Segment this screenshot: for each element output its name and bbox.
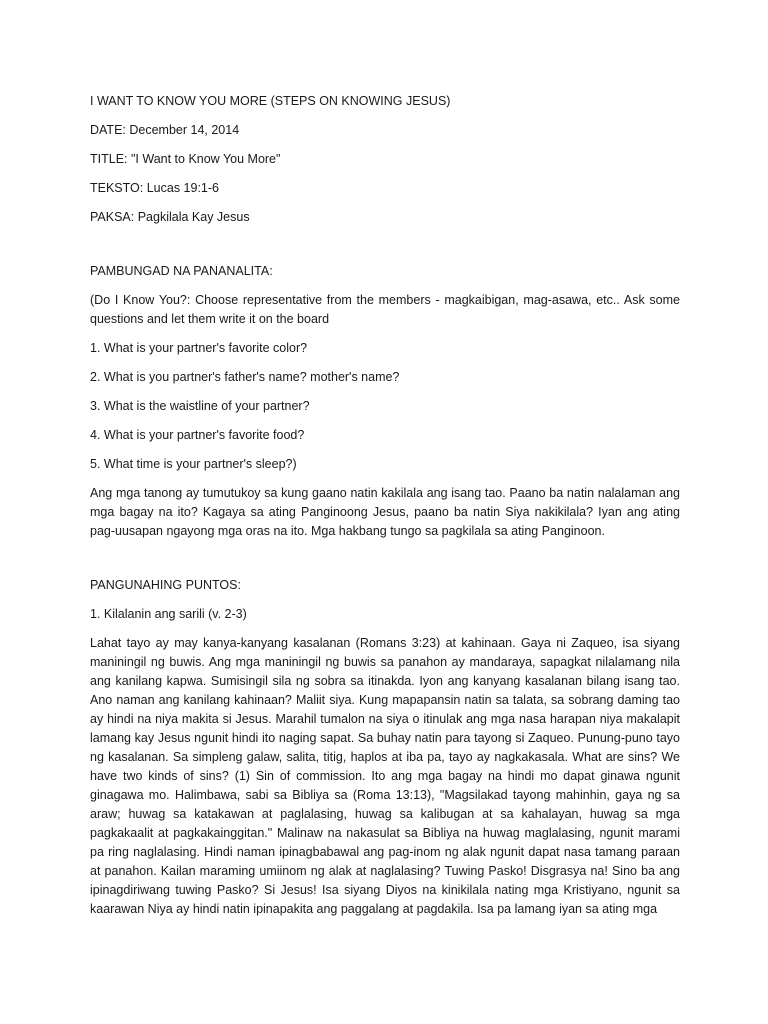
question-item: 1. What is your partner's favorite color? xyxy=(90,341,308,355)
intro-heading: PAMBUNGAD NA PANANALITA: xyxy=(90,264,273,278)
point-paragraph: Lahat tayo ay may kanya-kanyang kasalanan (Romans 3:23) at kahinaan. Gaya ni Zaqueo, isa siyang maniningil ng buwis. Ang mga maniningil ng buwis sa panahon ay mandaraya, sapagkat nilalamang nila ang kanilang kapwa. Sumisingil sila ng sobra sa itinakda. Iyon ang kanyang kasalanan bilang isang tao. Ano naman ang kanilang kahinaan? Maliit siya. Kung mapapansin natin sa talata, sa sobrang daming tao ay hindi na niya makita si Jesus. Marahil tumalon na siya o itinulak ang mga nasa harapan niya makalapit lamang kay Jesus ngunit hindi ito naging sapat. Sa buhay natin para tayong si Zaqueo. Punung-puno tayo ng kasalanan. Sa simpleng galaw, salita, titig, haplos at iba pa, tayo ay nagkakasala. What are sins? We have two kinds of sins? (1) Sin of commission. Ito ang mga bagay na hindi mo dapat ginawa ngunit ginagawa mo. Halimbawa, sabi sa Bibliya sa (Roma 13:13), "Magsilakad tayong mahinhin, gaya ng sa araw; huwag sa katakawan at paglalasing, huwag sa kalibugan at sa kahalayan, huwag sa mga pagkakaalit at pagkakainggitan." Malinaw na nakasulat sa Bibliya na huwag maglalasing, ngunit marami pa ring naglalasing. Hindi naman ipinagbabawal ang pag-inom ng alak ngunit dapat nasa tamang paraan at panahon. Kailan maraming umiinom ng alak at naglalasing? Tuwing Pasko! Disgrasya na! Sino ba ang ipinagdiriwang tuwing Pasko? Si Jesus! Isa siyang Diyos na kinikilala nating mga Kristiyano, ngunit sa kaarawan Niya ay hindi natin ipinapakita ang paggalang at pagdakila. Isa pa lamang iyan sa ating mga xyxy=(90,636,680,916)
title-line: TITLE: "I Want to Know You More" xyxy=(90,152,281,166)
paksa-line: PAKSA: Pagkilala Kay Jesus xyxy=(90,210,250,224)
point-title: 1. Kilalanin ang sarili (v. 2-3) xyxy=(90,607,247,621)
document-page xyxy=(90,92,680,929)
intro-paragraph: Ang mga tanong ay tumutukoy sa kung gaano natin kakilala ang isang tao. Paano ba natin nalalaman ang mga bagay na ito? Kagaya sa ating Panginoong Jesus, paano ba natin Siya nakikilala? Iyan ang ating pag-uusapan ngayong mga oras na ito. Mga hakbang tungo sa pagkilala sa ating Panginoon. xyxy=(90,486,680,538)
main-heading: PANGUNAHING PUNTOS: xyxy=(90,578,241,592)
intro-activity: (Do I Know You?: Choose representative from the members - magkaibigan, mag-asawa, etc.. Ask some questions and let them write it on the board xyxy=(90,293,680,326)
spacer xyxy=(90,237,680,262)
question-item: 4. What is your partner's favorite food? xyxy=(90,428,305,442)
date-line: DATE: December 14, 2014 xyxy=(90,123,240,137)
teksto-line: TEKSTO: Lucas 19:1-6 xyxy=(90,181,219,195)
document-heading: I WANT TO KNOW YOU MORE (STEPS ON KNOWING JESUS) xyxy=(90,94,451,108)
question-item: 3. What is the waistline of your partner? xyxy=(90,399,310,413)
question-item: 5. What time is your partner's sleep?) xyxy=(90,457,297,471)
spacer xyxy=(90,551,680,576)
question-item: 2. What is you partner's father's name? mother's name? xyxy=(90,370,400,384)
